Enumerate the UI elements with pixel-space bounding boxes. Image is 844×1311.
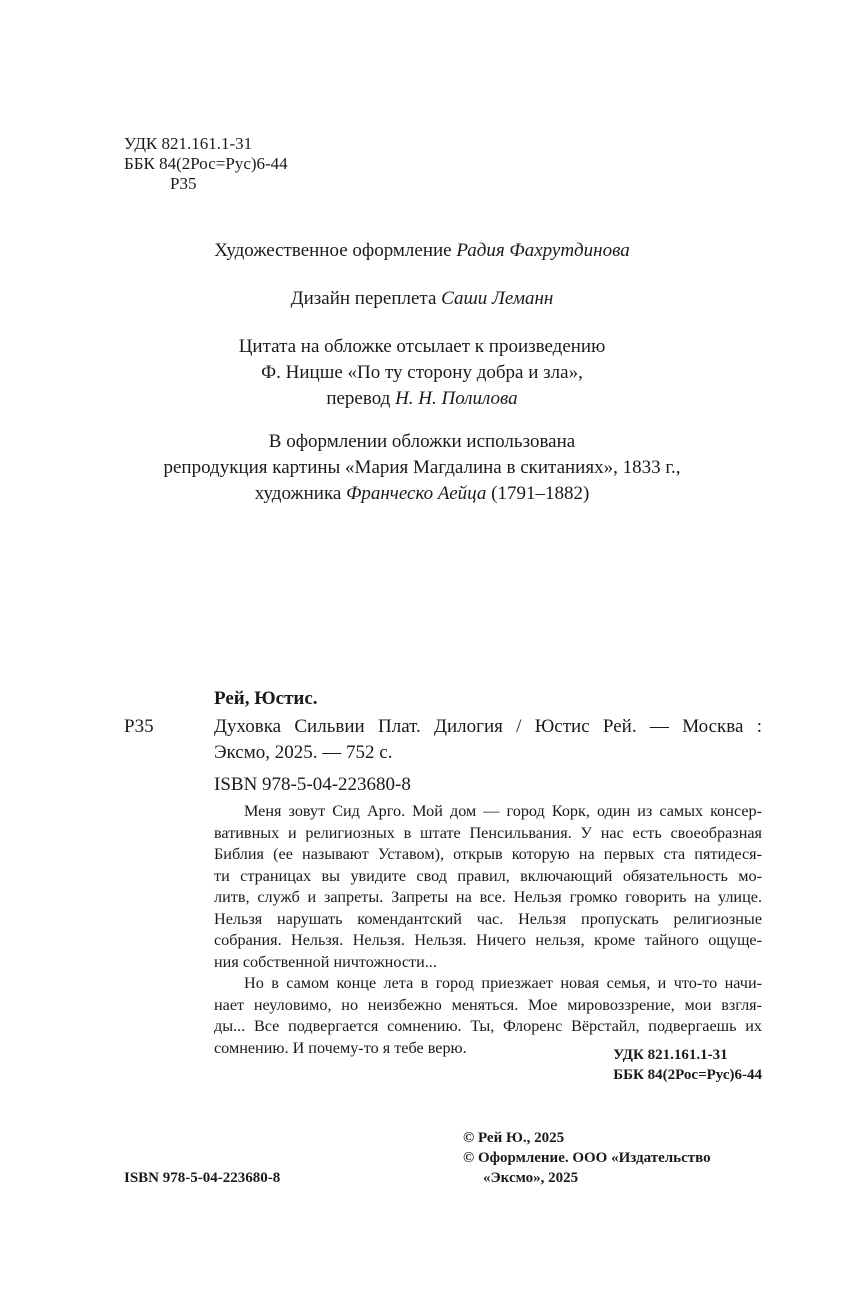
- cover-line-1: В оформлении обложки использована: [268, 431, 576, 452]
- footer-classification: [613, 1045, 762, 1085]
- cover-line-3-prefix: художника: [254, 483, 347, 504]
- annotation-line: литв, служб и запреты. Запреты на все. Нельзя громко говорить на улице.: [214, 888, 762, 906]
- annotation-line: ды... Все подвергается сомнению. Ты, Флоренс Вёрстайл, подвергаешь их: [214, 1017, 762, 1035]
- bbk-code: ББК 84(2Рос=Рус)6-44: [124, 154, 288, 173]
- footer-bbk: ББК 84(2Рос=Рус)6-44: [613, 1067, 762, 1083]
- artist-name: Франческо Аейца: [346, 483, 487, 504]
- catalog-code: Р35: [124, 716, 154, 737]
- annotation-line: собрания. Нельзя. Нельзя. Нельзя. Ничего нельзя, кроме тайного ощуще-: [214, 931, 762, 949]
- udk-code: УДК 821.161.1-31: [124, 134, 253, 153]
- artist-years: (1791–1882): [486, 483, 590, 504]
- translator-name: Н. Н. Полилова: [395, 388, 518, 409]
- copyright-author: © Рей Ю., 2025: [463, 1130, 565, 1146]
- annotation-line: вативных и религиозных в штате Пенсильвания. У нас есть своеобразная: [214, 823, 762, 842]
- binding-credit: [100, 286, 744, 312]
- annotation-line: Библия (ее называют Уставом), открыв которую на первых ста пятидеся-: [214, 845, 762, 863]
- catalog-author: Рей, Юстис.: [214, 688, 318, 709]
- catalog-isbn: ISBN 978-5-04-223680-8: [214, 774, 411, 795]
- annotation: [214, 801, 762, 1059]
- quote-line-1: Цитата на обложке отсылает к произведению: [238, 336, 606, 357]
- annotation-line: ния собственной ничтожности...: [214, 952, 437, 971]
- art-credit-prefix: Художественное оформление: [214, 240, 457, 261]
- annotation-line: нает неуловимо, но неизбежно меняться. Мое мировоззрение, мои взгля-: [214, 995, 762, 1014]
- footer-isbn: ISBN 978-5-04-223680-8: [124, 1170, 281, 1186]
- copyright-design: © Оформление. ООО «Издательство: [463, 1150, 711, 1166]
- cover-credit: [100, 429, 744, 507]
- copyright-block: [463, 1128, 711, 1188]
- art-credit-name: Радия Фахрутдинова: [456, 240, 630, 261]
- footer-udk: УДК 821.161.1-31: [613, 1047, 728, 1063]
- quote-line-2: Ф. Ницше «По ту сторону добра и зла»,: [261, 362, 583, 383]
- annotation-line: Меня зовут Сид Арго. Мой дом — город Корк, один из самых консер-: [244, 802, 762, 820]
- annotation-line: Но в самом конце лета в город приезжает новая семья, и что-то начи-: [244, 974, 762, 992]
- catalog-title-line-2: Эксмо, 2025. — 752 с.: [214, 742, 393, 763]
- copyright-design-cont: «Эксмо», 2025: [483, 1170, 579, 1186]
- quote-credit: [100, 334, 744, 412]
- art-credit: [100, 238, 744, 264]
- annotation-line: ти страницах вы увидите свод правил, включающий обязательность мо-: [214, 866, 762, 885]
- quote-line-3-prefix: перевод: [326, 388, 396, 409]
- cover-line-2: репродукция картины «Мария Магдалина в скитаниях», 1833 г.,: [163, 457, 681, 478]
- author-mark: Р35: [170, 174, 197, 193]
- classification-block: [124, 134, 288, 194]
- annotation-line: Нельзя нарушать комендантский час. Нельзя пропускать религиозные: [214, 909, 762, 928]
- annotation-line: сомнению. И почему-то я тебе верю.: [214, 1038, 467, 1057]
- binding-credit-name: Саши Леманн: [441, 288, 554, 309]
- binding-credit-prefix: Дизайн переплета: [290, 288, 442, 309]
- catalog-title-line-1: Духовка Сильвии Плат. Дилогия / Юстис Рей. — Москва :: [214, 716, 762, 737]
